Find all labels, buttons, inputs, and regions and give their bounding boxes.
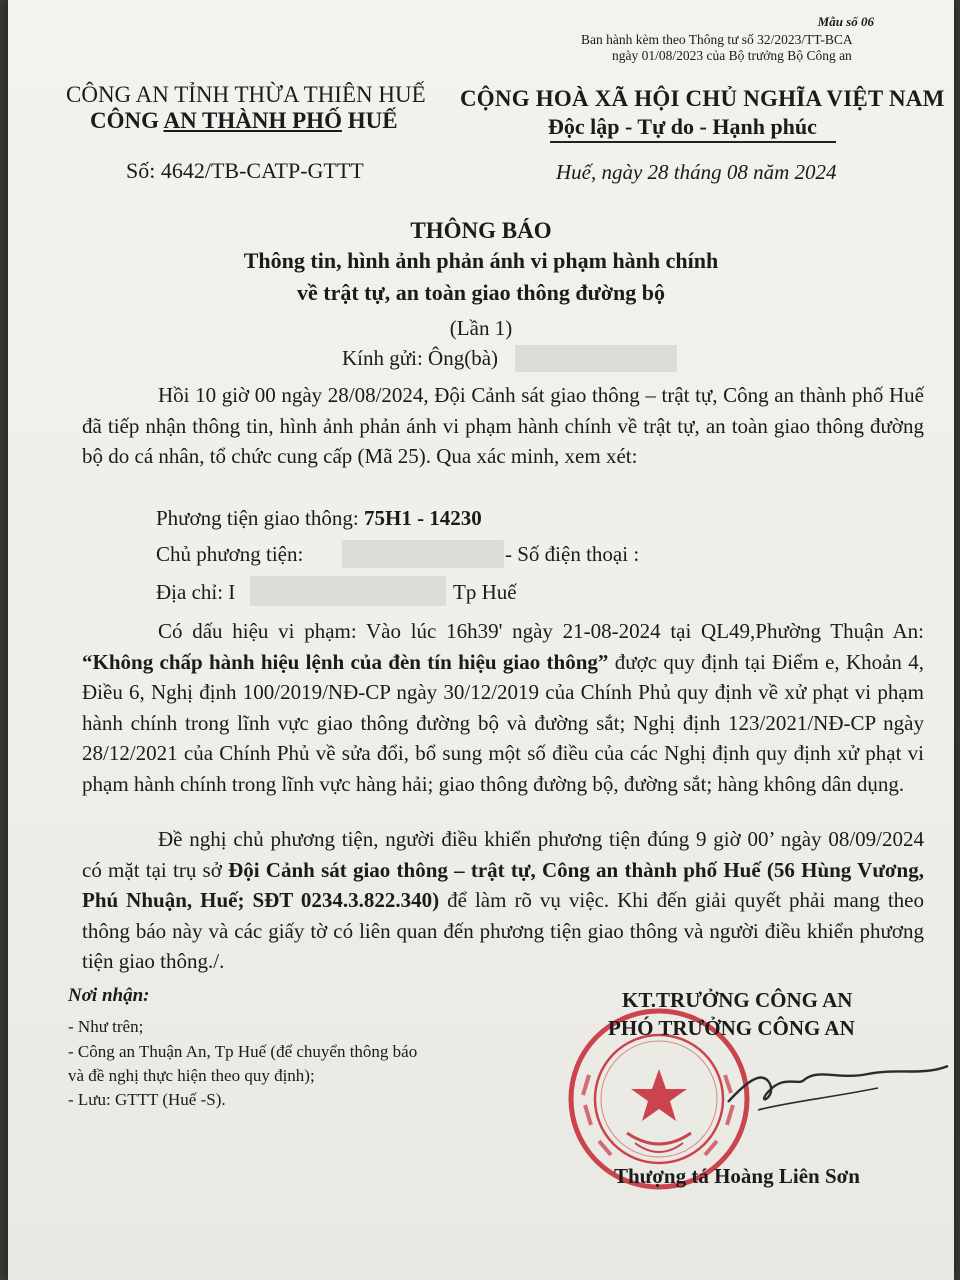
handwritten-signature bbox=[708, 1040, 958, 1130]
document-number: Số: 4642/TB-CATP-GTTT bbox=[126, 158, 364, 183]
issue-count: (Lần 1) bbox=[449, 316, 513, 340]
license-plate: 75H1 - 14230 bbox=[363, 506, 482, 530]
motto-underline bbox=[550, 141, 836, 143]
national-motto: Độc lập - Tự do - Hạnh phúc bbox=[548, 114, 817, 139]
doc-subtitle-1: Thông tin, hình ảnh phản ánh vi phạm hành chính bbox=[243, 248, 719, 273]
violation-description: “Không chấp hành hiệu lệnh của đèn tín hiệu giao thông” bbox=[82, 649, 609, 674]
form-number: Mẫu số 06 bbox=[817, 14, 874, 29]
phone-label: - Số điện thoại : bbox=[505, 542, 640, 566]
recipient-item: - Công an Thuận An, Tp Huế (để chuyển thông báo bbox=[68, 1042, 418, 1061]
org-provincial: CÔNG AN TỈNH THỪA THIÊN HUẾ bbox=[66, 82, 426, 107]
document-page bbox=[8, 0, 954, 1280]
address-city: Tp Huế bbox=[453, 580, 517, 604]
recipient-label: Kính gửi: Ông(bà) bbox=[342, 346, 499, 370]
signature-title-2: PHÓ TRƯỞNG CÔNG AN bbox=[608, 1016, 855, 1040]
issued-with-line1: Ban hành kèm theo Thông tư số 32/2023/TT-BCA bbox=[581, 32, 853, 47]
redacted-address bbox=[250, 576, 446, 606]
signer-name: Thượng tá Hoàng Liên Sơn bbox=[614, 1164, 860, 1188]
recipient-item: và đề nghị thực hiện theo quy định); bbox=[68, 1066, 315, 1085]
redacted-recipient bbox=[515, 345, 677, 372]
intro-paragraph: Hồi 10 giờ 00 ngày 28/08/2024, Đội Cảnh sát giao thông – trật tự, Công an thành phố Huế đã tiếp nhận thông tin, hình ảnh phản ánh vi phạm hành chính về trật tự, an toàn giao thông đường bộ do cá nhân, tổ chức cung cấp (Mã 25). Qua xác minh, xem xét: bbox=[82, 383, 924, 469]
recipient-item: - Lưu: GTTT (Huế -S). bbox=[68, 1090, 226, 1109]
doc-subtitle-2: về trật tự, an toàn giao thông đường bộ bbox=[296, 280, 665, 305]
org-city: CÔNG AN THÀNH PHỐ HUẾ bbox=[90, 108, 398, 133]
address-label: Địa chỉ: I bbox=[156, 580, 236, 604]
vehicle-line: Phương tiện giao thông: 75H1 - 14230 bbox=[156, 506, 482, 530]
owner-label: Chủ phương tiện: bbox=[156, 542, 304, 566]
recipient-item: - Như trên; bbox=[68, 1017, 144, 1036]
document-date: Huế, ngày 28 tháng 08 năm 2024 bbox=[556, 160, 837, 184]
doc-title: THÔNG BÁO bbox=[410, 218, 552, 243]
recipients-title: Nơi nhận: bbox=[68, 985, 150, 1006]
issued-with-line2: ngày 01/08/2023 của Bộ trưởng Bộ Công an bbox=[612, 48, 852, 63]
violation-paragraph: Có dấu hiệu vi phạm: Vào lúc 16h39' ngày 21-08-2024 tại QL49,Phường Thuận An: “Không chấp hành hiệu lệnh của đèn tín hiệu giao thông” được quy định tại Điểm e, Khoản 4, Điều 6, Nghị định 100/2019/NĐ-CP ngày 30/12/2019 của Chính Phủ quy định về xử phạt vi phạm hành chính trong lĩnh vực giao thông đường bộ và đường sắt; Nghị định 123/2021/NĐ-CP ngày 28/12/2021 của Chính Phủ về sửa đổi, bổ sung một số điều của các Nghị định quy định xử phạt vi phạm hành chính trong lĩnh vực hàng hải; giao thông đường bộ, đường sắt; hàng không dân dụng. bbox=[82, 619, 924, 796]
signature-title-1: KT.TRƯỞNG CÔNG AN bbox=[622, 988, 853, 1012]
republic-title: CỘNG HOÀ XÃ HỘI CHỦ NGHĨA VIỆT NAM bbox=[460, 86, 945, 111]
office-address: Đội Cảnh sát giao thông – trật tự, Công an thành phố Huế (56 Hùng Vương, Phú Nhuận, Huế; SĐT 0234.3.822.340) bbox=[82, 857, 924, 913]
request-paragraph: Đề nghị chủ phương tiện, người điều khiển phương tiện đúng 9 giờ 00’ ngày 08/09/2024 có mặt tại trụ sở Đội Cảnh sát giao thông – trật tự, Công an thành phố Huế (56 Hùng Vương, Phú Nhuận, Huế; SĐT 0234.3.822.340) để làm rõ vụ việc. Khi đến giải quyết phải mang theo thông báo này và các giấy tờ có liên quan đến phương tiện giao thông và người điều khiển phương tiện giao thông./. bbox=[82, 827, 925, 974]
redacted-owner bbox=[342, 540, 504, 568]
